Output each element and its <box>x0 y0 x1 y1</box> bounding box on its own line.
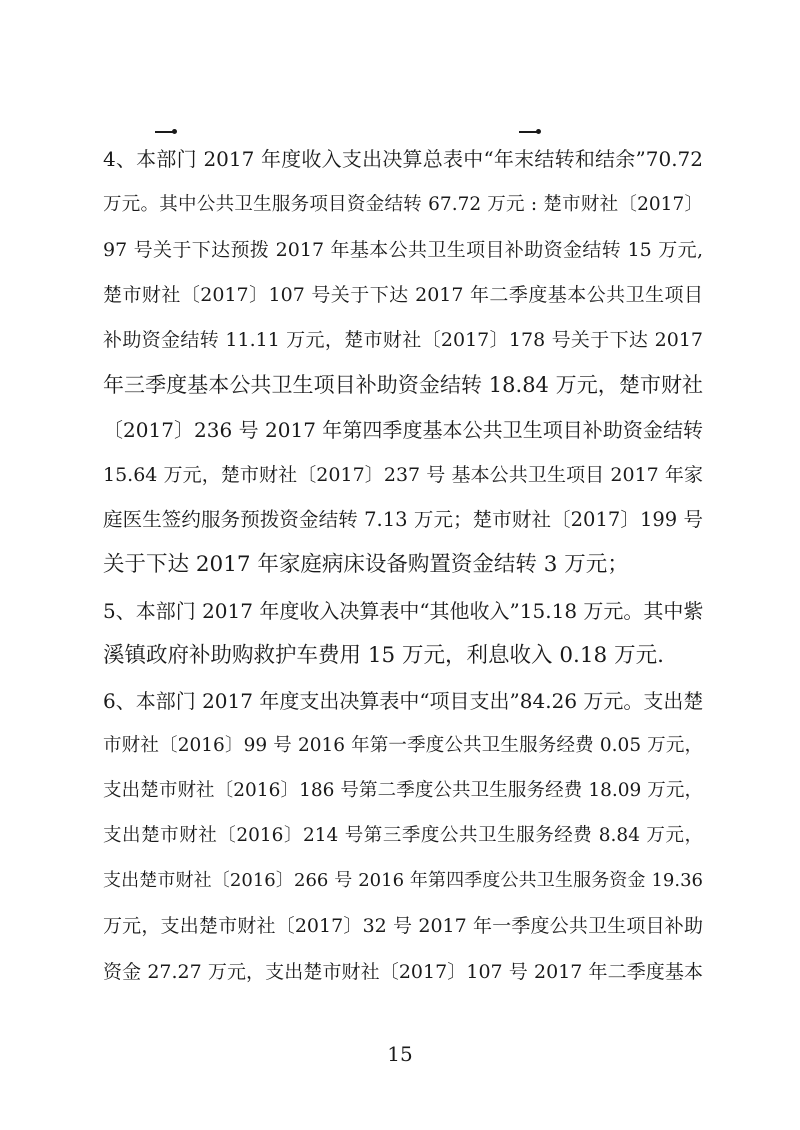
text-line: 溪镇政府补助购救护车费用 15 万元，利息收入 0.18 万元. <box>103 643 664 668</box>
text-line: 97 号关于下达预拨 2017 年基本公共卫生项目补助资金结转 15 万元, <box>103 239 703 261</box>
text-line: 万元。其中公共卫生服务项目资金结转 67.72 万元 : 楚市财社〔2017〕 <box>103 194 703 215</box>
text-line: 支出楚市财社〔2016〕214 号第三季度公共卫生服务经费 8.84 万元， <box>103 825 703 846</box>
pen-mark <box>519 131 539 133</box>
text-line: 万元，支出楚市财社〔2017〕32 号 2017 年一季度公共卫生项目补助 <box>103 915 703 937</box>
text-line: 楚市财社〔2017〕107 号关于下达 2017 年二季度基本公共卫生项目 <box>103 284 703 306</box>
text-line: 〔2017〕236 号 2017 年第四季度基本公共卫生项目补助资金结转 <box>103 418 703 442</box>
text-line: 支出楚市财社〔2016〕186 号第二季度公共卫生服务经费 18.09 万元， <box>103 780 703 801</box>
page-number: 15 <box>387 1042 413 1066</box>
text-line: 庭医生签约服务预拨资金结转 7.13 万元；楚市财社〔2017〕199 号 <box>103 508 703 531</box>
text-line: 4、本部门 2017 年度收入支出决算总表中“年末结转和结余”70.72 <box>103 147 703 171</box>
text-line: 补助资金结转 11.11 万元，楚市财社〔2017〕178 号关于下达 2017 <box>103 329 703 351</box>
text-line: 资金 27.27 万元，支出楚市财社〔2017〕107 号 2017 年二季度基本 <box>103 961 703 983</box>
text-line: 5、本部门 2017 年度收入决算表中“其他收入”15.18 万元。其中紫 <box>103 599 703 623</box>
text-line: 关于下达 2017 年家庭病床设备购置资金结转 3 万元； <box>103 552 629 577</box>
text-line: 6、本部门 2017 年度支出决算表中“项目支出”84.26 万元。支出楚 <box>103 689 703 713</box>
text-line: 年三季度基本公共卫生项目补助资金结转 18.84 万元，楚市财社 <box>103 373 703 397</box>
pen-mark <box>155 131 175 133</box>
text-line: 支出楚市财社〔2016〕266 号 2016 年第四季度公共卫生服务资金 19.36 <box>103 870 703 891</box>
text-line: 市财社〔2016〕99 号 2016 年第一季度公共卫生服务经费 0.05 万元， <box>103 735 703 756</box>
text-line: 15.64 万元，楚市财社〔2017〕237 号 基本公共卫生项目 2017 年家 <box>103 464 703 486</box>
